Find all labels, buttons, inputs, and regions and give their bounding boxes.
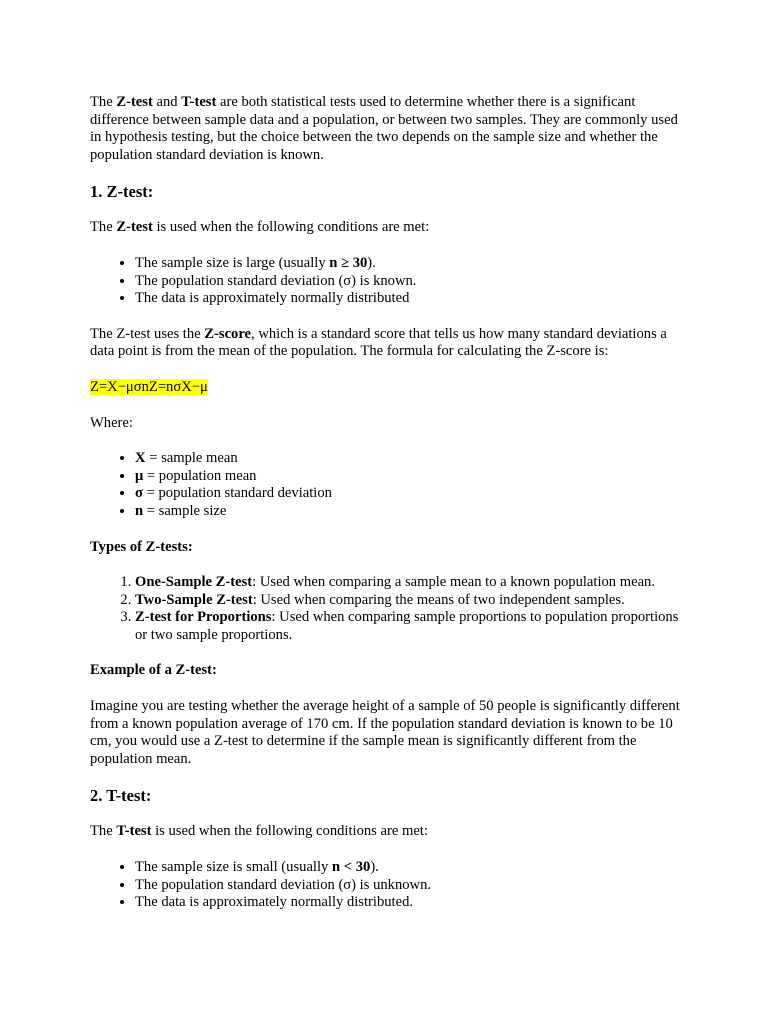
t-test-heading: 2. T-test:: [90, 786, 152, 806]
list-item: 2. Two-Sample Z-test: Used when comparing the means of two independent samples.: [135, 592, 690, 610]
t-test-term: T-test: [181, 94, 217, 110]
list-item: 1. One-Sample Z-test: Used when comparing a sample mean to a known population mean.: [135, 574, 690, 592]
list-item: • The data is approximately normally distributed: [135, 290, 690, 308]
z-score-formula: [90, 379, 690, 397]
z-score-paragraph: The Z-test uses the Z-score, which is a standard score that tells us how many standard deviations a data point is from the mean of the population. The formula for calculating the Z-score is:: [90, 325, 667, 360]
t-test-conditions-intro: The T-test is used when the following conditions are met:: [90, 823, 428, 840]
intro-paragraph: [90, 94, 690, 164]
list-item: • The data is approximately normally distributed.: [135, 894, 690, 912]
list-item: • n = sample size: [135, 503, 690, 521]
example-paragraph: Imagine you are testing whether the average height of a sample of 50 people is significantly different from a known population average of 170 cm. If the population standard deviation is known to be 10 cm, you would use a Z-test to determine if the sample mean is significantly different from the population mean.: [90, 698, 680, 767]
z-test-conditions-list: [90, 255, 690, 308]
z-test-term: Z-test: [116, 94, 153, 110]
list-item: • σ = population standard deviation: [135, 485, 690, 503]
example-heading: Example of a Z-test:: [90, 662, 217, 679]
t-test-conditions-list: [90, 859, 690, 912]
variables-list: [90, 450, 690, 520]
list-item: • The population standard deviation (σ) is unknown.: [135, 877, 690, 895]
list-item: • The sample size is small (usually n < 30).: [135, 859, 690, 877]
list-item: • X = sample mean: [135, 450, 690, 468]
document-body: [90, 94, 690, 912]
list-item: • μ = population mean: [135, 468, 690, 486]
z-test-types-list: [90, 574, 690, 644]
list-item: • The sample size is large (usually n ≥ 30).: [135, 255, 690, 273]
types-heading: Types of Z-tests:: [90, 538, 193, 555]
z-test-conditions-intro: The Z-test is used when the following conditions are met:: [90, 219, 430, 236]
list-item: • The population standard deviation (σ) is known.: [135, 273, 690, 291]
list-item: 3. Z-test for Proportions: Used when comparing sample proportions to population proportions or two sample proportions.: [135, 609, 690, 644]
z-test-heading: 1. Z-test:: [90, 182, 154, 202]
intro-text: and: [152, 94, 182, 110]
intro-text: are both statistical tests used to determine whether there is a significant difference between sample data and a population, or between two samples. They are commonly used in hypothesis testing, but the choice between the two depends on the sample size and whether the population standard deviation is known.: [90, 94, 678, 163]
highlighted-formula: Z=X−μσnZ=nσX−μ: [90, 378, 208, 395]
where-label: Where:: [90, 414, 133, 431]
intro-text: The: [90, 94, 117, 110]
